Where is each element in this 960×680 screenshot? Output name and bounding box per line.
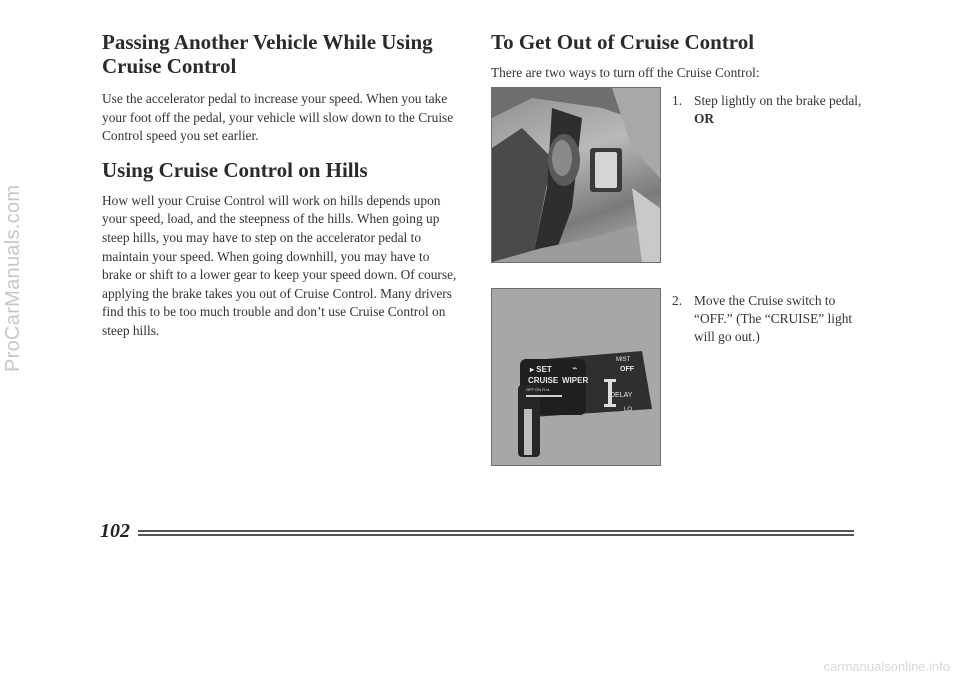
left-column <box>102 30 460 341</box>
intro-text: There are two ways to turn off the Cruise Control: <box>491 65 760 80</box>
right-column <box>491 30 871 82</box>
section-title-get-out: To Get Out of Cruise Control <box>491 30 755 54</box>
site-watermark: carmanualsonline.info <box>823 659 950 674</box>
cruise-switch-photo <box>491 288 661 466</box>
switch-set-label: ▸ SET <box>530 365 552 374</box>
footer-rule-bottom <box>138 534 854 536</box>
step-switch <box>672 292 872 346</box>
step-text: Step lightly on the brake pedal, OR <box>694 93 862 126</box>
paragraph-passing: Use the accelerator pedal to increase your speed. When you take your foot off the pedal, your vehicle will slow down to the Cruise Control speed you set earlier. <box>102 91 454 144</box>
paragraph-hills: How well your Cruise Control will work on hills depends upon your speed, load, and the steepness of the hills. When going up steep hills, you may have to step on the accelerator pedal to maintain your speed. When going downhill, you may have to brake or shift to a lower gear to keep your speed down. Of course, applying the brake takes you out of Cruise Control. Many drivers find this to be too much trouble and don’t use Cruise Control on steep hills. <box>102 192 457 338</box>
footer-rule-top <box>138 530 854 532</box>
section-title-passing: Passing Another Vehicle While Using Cruise Control <box>102 30 433 78</box>
switch-cruise-label: CRUISE <box>528 376 559 385</box>
wiper-icon: ⌁ <box>572 364 578 374</box>
brake-pedal-photo <box>491 87 661 263</box>
step-number: 2. <box>672 293 683 308</box>
page-number: 102 <box>100 520 130 542</box>
switch-delay-label: DELAY <box>610 392 633 399</box>
watermark-text: ProCarManuals.com <box>2 184 24 372</box>
cruise-switch-illustration <box>492 289 660 465</box>
switch-wiper-label: WIPER <box>562 376 589 385</box>
switch-mist-label: MIST <box>616 357 631 363</box>
switch-off-label: OFF <box>620 366 634 373</box>
switch-lo-label: LO <box>624 407 633 413</box>
switch-off-on-label: OFF ON R.ia <box>526 387 550 392</box>
section-title-hills: Using Cruise Control on Hills <box>102 157 368 182</box>
step-number: 1. <box>672 93 683 108</box>
step-text: Move the Cruise switch to “OFF.” (The “CRUISE” light will go out.) <box>694 293 853 344</box>
step-brake <box>672 92 872 128</box>
page-footer <box>100 520 855 544</box>
brake-pedal-illustration <box>492 88 660 262</box>
